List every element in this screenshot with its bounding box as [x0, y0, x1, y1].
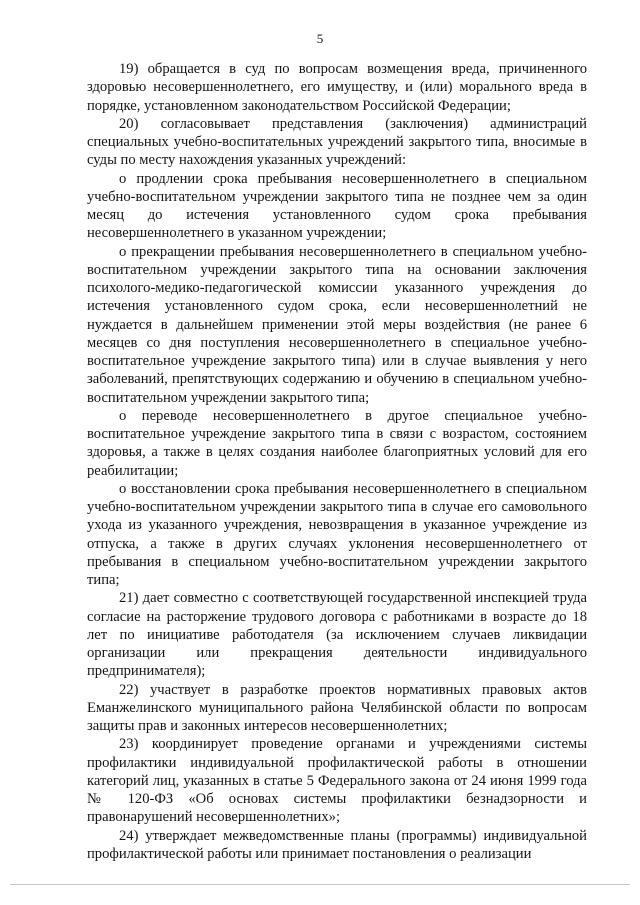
paragraph-item-20-extension: о продлении срока пребывания несовершеннолетнего в специальном учебно-воспитательном учреждении закрытого типа не позднее чем за один месяц до истечения установленного судом срока пребывания несовершеннолетнего в указанном учреждении; — [87, 170, 587, 242]
document-body — [87, 60, 587, 863]
paragraph-item-20-transfer: о переводе несовершеннолетнего в другое специальное учебно-воспитательное учреждение закрытого типа в связи с возрастом, состоянием здоровья, а также в целях создания наиболее благоприятных условий для его реабилитации; — [87, 407, 587, 479]
paragraph-item-19: 19) обращается в суд по вопросам возмещения вреда, причиненного здоровью несовершеннолетнего, его имуществу, и (или) морального вреда в порядке, установленном законодательством Российской Федерации; — [87, 61, 587, 114]
paragraph-item-20-termination: о прекращении пребывания несовершеннолетнего в специальном учебно-воспитательном учреждении закрытого типа на основании заключения психолого-медико-педагогической комиссии указанного учреждения до истечения установленного судом срока, если несовершеннолетний не нуждается в дальнейшем применении этой меры воздействия (не ранее 6 месяцев со дня поступления несовершеннолетнего в специальное учебно-воспитательное учреждение закрытого типа) или в случае выявления у него заболеваний, препятствующих содержанию и обучению в специальном учебно-воспитательном учреждении закрытого типа; — [87, 243, 587, 406]
paragraph-item-24: 24) утверждает межведомственные планы (программы) индивидуальной профилактической работы или принимает постановления о реализации — [87, 827, 587, 862]
page-number: 5 — [316, 31, 324, 46]
paragraph-item-23: 23) координирует проведение органами и учреждениями системы профилактики индивидуальной профилактической работы в отношении категорий лиц, указанных в статье 5 Федерального закона от 24 июня 1999 года № 120-ФЗ «Об основах системы профилактики безнадзорности и правонарушений несовершеннолетних»; — [87, 736, 587, 826]
paragraph-item-20: 20) согласовывает представления (заключения) администраций специальных учебно-воспитательных учреждений закрытого типа, вносимые в суды по месту нахождения указанных учреждений: — [87, 115, 587, 169]
paragraph-item-21: 21) дает совместно с соответствующей государственной инспекцией труда согласие на расторжение трудового договора с работниками в возрасте до 18 лет по инициативе работодателя (за исключением случаев ликвидации организации или прекращения деятельности индивидуального предпринимателя); — [87, 590, 587, 680]
paragraph-item-20-restoration: о восстановлении срока пребывания несовершеннолетнего в специальном учебно-воспитательном учреждении закрытого типа в случае его самовольного ухода из указанного учреждения, невозвращения в указанное учреждение из отпуска, а также в других случаях уклонения несовершеннолетнего от пребывания в специальном учебно-воспитательном учреждении закрытого типа; — [87, 480, 587, 588]
page-bottom-divider — [10, 884, 630, 885]
paragraph-item-22: 22) участвует в разработке проектов нормативных правовых актов Еманжелинского муниципального района Челябинской области по вопросам защиты прав и законных интересов несовершеннолетних; — [87, 681, 587, 734]
